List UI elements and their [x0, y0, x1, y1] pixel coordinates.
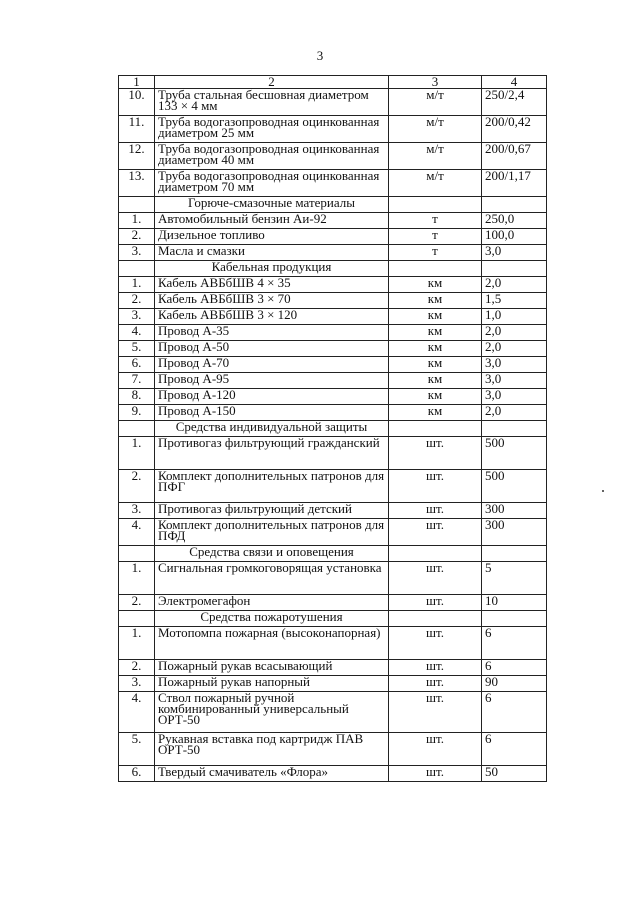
item-quantity: 200/0,67	[482, 143, 547, 170]
table-row	[119, 143, 547, 170]
row-number: 4.	[119, 692, 155, 733]
item-quantity: 5	[482, 562, 547, 595]
item-unit: м/т	[389, 116, 482, 143]
row-number: 2.	[119, 470, 155, 503]
row-number: 5.	[119, 341, 155, 357]
row-number: 2.	[119, 595, 155, 611]
table-row	[119, 170, 547, 197]
table-row	[119, 692, 547, 733]
section-title: Средства связи и оповещения	[155, 546, 389, 562]
item-unit: шт.	[389, 627, 482, 660]
item-unit: т	[389, 245, 482, 261]
item-name: Ствол пожарный ручной комбинированный универсальный ОРТ-50	[155, 692, 389, 733]
table-row	[119, 627, 547, 660]
table-row	[119, 470, 547, 503]
header-col-4: 4	[482, 76, 547, 89]
item-quantity: 6	[482, 692, 547, 733]
table-row	[119, 437, 547, 470]
table-row	[119, 116, 547, 143]
item-unit: км	[389, 309, 482, 325]
row-number: 1.	[119, 562, 155, 595]
item-name: Провод А-95	[155, 373, 389, 389]
section-title: Горюче-смазочные материалы	[155, 197, 389, 213]
item-unit: т	[389, 213, 482, 229]
item-unit: шт.	[389, 503, 482, 519]
item-name: Труба водогазопроводная оцинкованная диаметром 25 мм	[155, 116, 389, 143]
item-unit: км	[389, 389, 482, 405]
item-unit: шт.	[389, 437, 482, 470]
row-number: 4.	[119, 519, 155, 546]
item-quantity: 3,0	[482, 357, 547, 373]
item-name: Кабель АВБбШВ 3 × 120	[155, 309, 389, 325]
item-unit: км	[389, 341, 482, 357]
item-unit: шт.	[389, 470, 482, 503]
row-number: 3.	[119, 503, 155, 519]
item-name: Труба водогазопроводная оцинкованная диаметром 40 мм	[155, 143, 389, 170]
item-unit: км	[389, 277, 482, 293]
row-number: 8.	[119, 389, 155, 405]
item-name: Твердый смачиватель «Флора»	[155, 766, 389, 782]
item-name: Комплект дополнительных патронов для ПФГ	[155, 470, 389, 503]
item-quantity: 2,0	[482, 405, 547, 421]
row-number: 3.	[119, 245, 155, 261]
item-name: Кабель АВБбШВ 4 × 35	[155, 277, 389, 293]
item-unit: шт.	[389, 660, 482, 676]
item-quantity: 6	[482, 660, 547, 676]
row-number: 3.	[119, 676, 155, 692]
table-row	[119, 519, 547, 546]
item-quantity: 300	[482, 503, 547, 519]
item-unit: км	[389, 373, 482, 389]
item-unit: шт.	[389, 766, 482, 782]
item-quantity: 200/0,42	[482, 116, 547, 143]
row-number: 13.	[119, 170, 155, 197]
row-number: 12.	[119, 143, 155, 170]
item-name: Провод А-70	[155, 357, 389, 373]
table-row	[119, 89, 547, 116]
item-quantity: 2,0	[482, 325, 547, 341]
row-number: 5.	[119, 733, 155, 766]
item-quantity: 100,0	[482, 229, 547, 245]
item-unit: км	[389, 357, 482, 373]
item-quantity: 10	[482, 595, 547, 611]
materials-table	[118, 75, 547, 782]
item-quantity: 2,0	[482, 277, 547, 293]
item-name: Мотопомпа пожарная (высоконапорная)	[155, 627, 389, 660]
row-number: 10.	[119, 89, 155, 116]
item-unit: шт.	[389, 692, 482, 733]
item-name: Провод А-35	[155, 325, 389, 341]
page-number: 3	[316, 48, 324, 63]
item-quantity: 2,0	[482, 341, 547, 357]
item-quantity: 50	[482, 766, 547, 782]
item-unit: шт.	[389, 519, 482, 546]
item-quantity: 1,0	[482, 309, 547, 325]
row-number: 1.	[119, 213, 155, 229]
item-name: Рукавная вставка под картридж ПАВ ОРТ-50	[155, 733, 389, 766]
item-name: Пожарный рукав напорный	[155, 676, 389, 692]
row-number: 2.	[119, 229, 155, 245]
item-name: Противогаз фильтрующий гражданский	[155, 437, 389, 470]
item-unit: м/т	[389, 170, 482, 197]
row-number: 11.	[119, 116, 155, 143]
table-row	[119, 766, 547, 782]
row-number: 9.	[119, 405, 155, 421]
item-unit: т	[389, 229, 482, 245]
item-unit: шт.	[389, 562, 482, 595]
item-name: Пожарный рукав всасывающий	[155, 660, 389, 676]
item-name: Дизельное топливо	[155, 229, 389, 245]
item-quantity: 500	[482, 470, 547, 503]
table-row	[119, 733, 547, 766]
row-number: 2.	[119, 660, 155, 676]
row-number: 3.	[119, 309, 155, 325]
item-unit: км	[389, 325, 482, 341]
item-name: Противогаз фильтрующий детский	[155, 503, 389, 519]
item-name: Провод А-150	[155, 405, 389, 421]
item-name: Электромегафон	[155, 595, 389, 611]
item-name: Провод А-120	[155, 389, 389, 405]
item-quantity: 1,5	[482, 293, 547, 309]
item-quantity: 3,0	[482, 373, 547, 389]
item-quantity: 6	[482, 733, 547, 766]
item-quantity: 250/2,4	[482, 89, 547, 116]
item-unit: км	[389, 405, 482, 421]
item-quantity: 90	[482, 676, 547, 692]
item-quantity: 6	[482, 627, 547, 660]
stray-mark	[602, 490, 604, 492]
item-unit: км	[389, 293, 482, 309]
item-name: Провод А-50	[155, 341, 389, 357]
row-number: 1.	[119, 437, 155, 470]
item-quantity: 3,0	[482, 245, 547, 261]
table-row	[119, 245, 547, 261]
row-number: 1.	[119, 627, 155, 660]
item-name: Кабель АВБбШВ 3 × 70	[155, 293, 389, 309]
row-number: 7.	[119, 373, 155, 389]
header-col-2: 2	[155, 76, 389, 89]
item-name: Автомобильный бензин Аи-92	[155, 213, 389, 229]
item-name: Труба водогазопроводная оцинкованная диаметром 70 мм	[155, 170, 389, 197]
section-title: Средства индивидуальной защиты	[155, 421, 389, 437]
section-title: Кабельная продукция	[155, 261, 389, 277]
item-quantity: 250,0	[482, 213, 547, 229]
item-name: Сигнальная громкоговорящая установка	[155, 562, 389, 595]
item-name: Масла и смазки	[155, 245, 389, 261]
item-quantity: 500	[482, 437, 547, 470]
row-number: 6.	[119, 766, 155, 782]
item-quantity: 200/1,17	[482, 170, 547, 197]
item-name: Комплект дополнительных патронов для ПФД	[155, 519, 389, 546]
item-unit: шт.	[389, 733, 482, 766]
row-number: 2.	[119, 293, 155, 309]
table-row	[119, 562, 547, 595]
row-number: 6.	[119, 357, 155, 373]
item-unit: м/т	[389, 143, 482, 170]
row-number: 1.	[119, 277, 155, 293]
item-quantity: 3,0	[482, 389, 547, 405]
item-unit: м/т	[389, 89, 482, 116]
section-title: Средства пожаротушения	[155, 611, 389, 627]
header-col-1: 1	[119, 76, 155, 89]
item-name: Труба стальная бесшовная диаметром 133 × 4 мм	[155, 89, 389, 116]
item-unit: шт.	[389, 595, 482, 611]
item-quantity: 300	[482, 519, 547, 546]
header-col-3: 3	[389, 76, 482, 89]
item-unit: шт.	[389, 676, 482, 692]
row-number: 4.	[119, 325, 155, 341]
